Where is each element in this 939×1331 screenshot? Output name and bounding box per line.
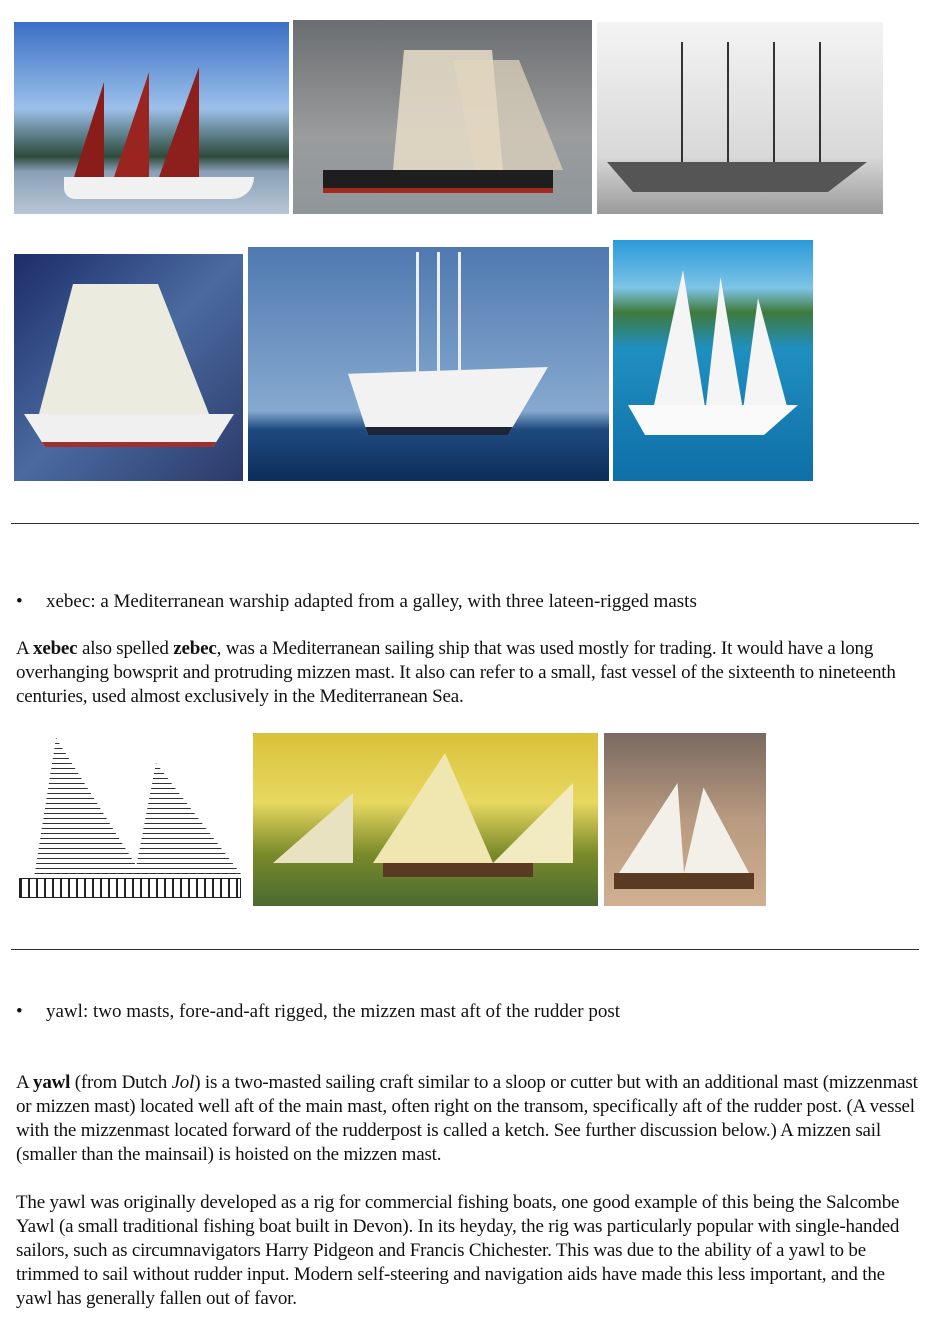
xebec-paragraph: A xebec also spelled zebec, was a Mediterranean sailing ship that was used mostly for trading. It would have a long overhanging bowsprit and protruding mizzen mast. It also can refer to a small, fast vessel of the sixteenth to nineteenth centuries, used almost exclusively in the Mediterranean Sea. bbox=[16, 638, 896, 707]
schooner-photo bbox=[14, 22, 289, 214]
term: yawl bbox=[46, 1001, 83, 1022]
term: xebec bbox=[46, 591, 91, 612]
xebec-painting bbox=[253, 733, 598, 906]
yawl-bullet bbox=[16, 1000, 620, 1024]
divider bbox=[11, 949, 919, 950]
xebec-bullet bbox=[16, 590, 697, 614]
bullet-icon: • bbox=[16, 591, 23, 612]
bullet-icon: • bbox=[16, 1001, 23, 1022]
barque-photo bbox=[293, 20, 592, 214]
definition: : a Mediterranean warship adapted from a galley, with three lateen-rigged masts bbox=[90, 591, 697, 612]
full-rigged-ship-painting bbox=[14, 254, 243, 481]
yawl-paragraph-2: The yawl was originally developed as a rig for commercial fishing boats, one good example of this being the Salcombe Yawl (a small traditional fishing boat built in Devon). In its heyday, the rig was particularly popular with single-handed sailors, such as circumnavigators Harry Pidgeon and Francis Chichester. This was due to the ability of a yawl to be trimmed to sail without rudder input. Modern self-steering and navigation aids have made this less important, and the yawl has generally fallen out of favor. bbox=[16, 1192, 900, 1309]
four-masted-ship-photo bbox=[597, 22, 883, 214]
modern-tall-ship-photo bbox=[248, 247, 609, 481]
yawl-paragraph-1: A yawl (from Dutch Jol) is a two-masted sailing craft similar to a sloop or cutter but with an additional mast (mizzenmast or mizzen mast) located well aft of the main mast, often right on the transom, specifically aft of the rudder post. (A vessel with the mizzenmast located forward of the rudderpost is called a ketch. See further discussion below.) A mizzen sail (smaller than the mainsail) is hoisted on the mizzen mast. bbox=[16, 1072, 918, 1165]
xebec-model-photo bbox=[604, 733, 766, 906]
cruise-sailing-ship-photo bbox=[613, 240, 813, 481]
divider bbox=[11, 523, 919, 524]
xebec-drawing bbox=[14, 733, 246, 909]
definition: : two masts, fore-and-aft rigged, the mizzen mast aft of the rudder post bbox=[82, 1001, 621, 1022]
